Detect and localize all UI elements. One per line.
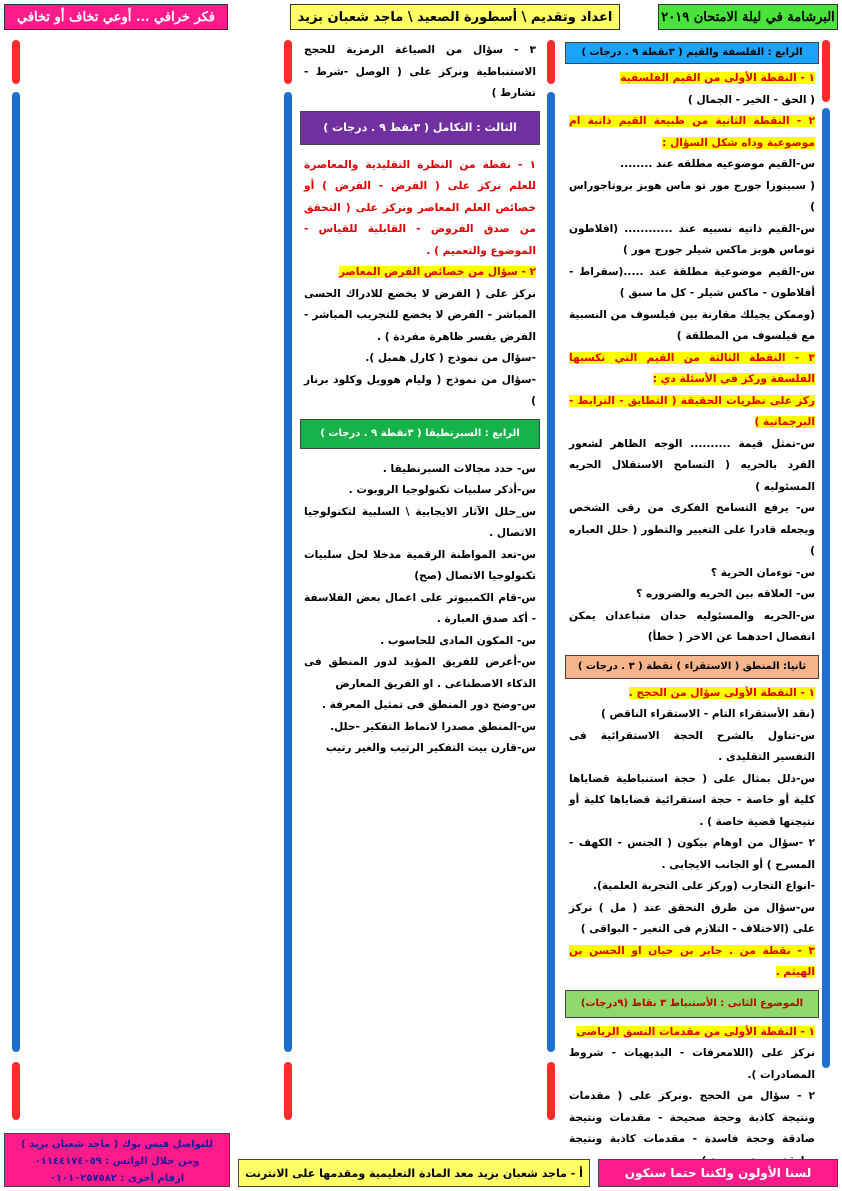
section-header-logic: ثانيا: المنطق ( الاستقراء ) نقطة ( ٣ . درجات ) — [565, 655, 819, 679]
mid-right-rail-top — [547, 40, 555, 84]
philosophy-q1: س-القيم موضوعيه مطلقه عند ........ — [620, 158, 815, 170]
right-rail — [822, 108, 830, 1068]
mid-right-rail-bottom — [547, 1062, 555, 1120]
header-credit: اعداد وتقديم \ أسطورة الصعيد \ ماجد شعبان بزيد — [290, 4, 620, 30]
whewell-bernard-model: -سؤال من نموذج ( وليام هوويل وكلود برنار ) — [304, 373, 536, 407]
contact-other-numbers: ارقام أخرى : ٠١٠١٠٢٥٧٥٨٢ — [49, 1173, 185, 1184]
logic-q3: س-سؤال من طرق التحقق عند ( مل ) نركز على (الاختلاف - التلازم فى التغير - البواقى ) — [569, 901, 815, 935]
left-rail-top — [12, 40, 20, 84]
middle-column — [300, 40, 540, 760]
section-header-philosophy: الرابع : الفلسفة والقيم ( ٣نقطة ٩ . درجات ) — [565, 42, 819, 64]
deduction-point-2: ٢ - سؤال من الحجج .ونركز على ( مقدمات ونتيجة كاذبة وحجة صحيحة - مقدمات ونتيجة صادقة وحجة فاسدة - مقدمات كاذبة ونتيجة — [569, 1090, 815, 1145]
philosophy-point-1: ١ - النقطة الأولى من القيم الفلسفية — [620, 72, 815, 84]
footer-motto: لسنا الأولون ولكننا حتما سنكون — [598, 1159, 838, 1187]
philosophy-q5: س- يرفع التسامح الفكرى من رقى الشخص ويجعله قادرا على التغيير والتطور ( حلل العباره ) — [569, 502, 815, 557]
philosophy-point-2: ٢ - النقطة الثانية من طبيعة القيم ذاتية ام موضوعية وداه شكل السؤال : — [569, 115, 815, 149]
footer-credit: أ - ماجد شعبان بزيد معد المادة التعليمية ومقدمها على الانترنت — [238, 1159, 590, 1187]
header-slogan: فكر خرافي ... أوعي تخاف أو تخافي — [4, 4, 228, 30]
contact-box — [4, 1133, 230, 1187]
logic-point-3: ٣ - نقطة من . جابر بن حيان او الحسن بن الهيثم . — [569, 944, 815, 978]
contact-whatsapp: ومن خلال الواتس : ٠١١٤٤١٧٤٠٥٩ — [34, 1156, 200, 1167]
contact-facebook: للتواصل فيس بوك ( ماجد شعبان بزيد ) — [21, 1139, 213, 1150]
philosophy-truth-theories: ركز على نظريات الحقيقة ( التطابق - الترابط - البرجماتية ) — [569, 394, 815, 428]
logic-q1: س-تناول بالشرح الحجة الاستقرائية فى التفسير التقليدى . — [569, 729, 815, 763]
philosophy-values: ( الحق - الخير - الجمال ) — [687, 93, 815, 106]
mid-right-rail — [547, 92, 555, 1052]
cyber-q10: س-قارن بيت التفكير الرتيب والغير رتيب — [325, 742, 536, 754]
left-rail — [12, 92, 20, 1052]
philosophy-point-3: ٣ - النقطة الثالثة من القيم التي تكسبها الفلسفة وركز في الأسئلة دي : — [569, 351, 815, 385]
philosophy-note: (وممكن يجيلك مقارنة بين فيلسوف من النسبية مع فيلسوف من المطلقة ) — [569, 308, 815, 342]
section-header-deduction: الموضوع الثانى : الأستنباط ٣ نقاط (٩درجات) — [565, 990, 819, 1018]
philosophy-q8: س-الحريه والمسئوليه حدان متباعدان يمكن انفصال احدهما عن الاخر ( خطأ) — [569, 609, 815, 643]
right-column — [565, 42, 819, 1172]
cyber-q4: س-تعد المواطنة الرقمية مدخلا لحل سلبيات تكنولوجيا الاتصال (صح) — [304, 548, 536, 582]
logic-point-1: ١ - النقطة الأولى سؤال من الحجج . — [628, 686, 815, 699]
cyber-q8: س-وضح دور المنطق فى تمثيل المعرفة . — [321, 699, 536, 711]
cyber-q2: س-أذكر سلبيات تكنولوجيا الروبوت . — [348, 484, 536, 496]
right-rail-top — [822, 40, 830, 102]
cyber-q1: س- حدد مجالات السبرنطيقا . — [382, 462, 536, 475]
integration-point-2: ٢ - سؤال من خصائص الفرض المعاصر — [338, 266, 536, 278]
philosophy-q4: س-تمثل قيمة .......... الوجه الظاهر لشعور الفرد بالحريه ( التسامح الاستقلال الحريه المسئوليه ) — [569, 437, 815, 493]
cyber-q7: س-أعرض للفريق المؤيد لدور المنطق فى الذكاء الاصطناعى . او الفريق المعارض — [304, 656, 536, 690]
symbolic-formulation: ٣ - سؤال من الصياغة الرمزية للحجج الاستنباطية ونركز على ( الوصل -شرط - تشارط ) — [304, 44, 536, 99]
deduction-focus: نركز على (اللامعرفات - البديهيات - شروط المصادرات ). — [569, 1047, 815, 1081]
section-header-cybernetics: الرابع : السبرنطيقا ( ٣نقطة ٩ . درجات ) — [300, 419, 540, 449]
philosophy-q2: س-القيم ذاتيه نسبيه عند ............ (افلاطون توماس هوبز ماكس شيلر جورج مور ) — [569, 222, 815, 256]
logic-induction-critique: (نقد الأستقراء التام - الاستقراء الناقص ) — [601, 708, 815, 720]
philosophy-q7: س- العلاقه بين الحريه والضروره ؟ — [636, 588, 815, 600]
philosophy-q1-options: ( سبينوزا جورج مور تو ماس هوبز بروتاجوراس ) — [569, 179, 815, 213]
philosophy-q3: س-القيم موضوعية مطلقة عند .....(سقراط - أفلاطون - ماكس شيلر - كل ما سبق ) — [569, 265, 815, 299]
philosophy-q6: س- توءمان الحرية ؟ — [710, 566, 815, 579]
left-rail-bottom — [12, 1062, 20, 1120]
mid-left-rail-bottom — [284, 1062, 292, 1120]
header-title: البرشامة في ليلة الامتحان ٢٠١٩ — [658, 4, 838, 30]
logic-q2: س-دلل بمثال على ( حجة استنباطية قضاياها كلية أو خاصة - حجة استقرائية قضاياها كلية أو نتيجتها قضية خاصة ) . — [569, 772, 815, 828]
hypothesis-features: نركز على ( الفرض لا يخضع للادراك الحسى المباشر - الفرض لا يخضع للتجريب المباشر - الفرض يفسر ظاهرة مفردة ) . — [304, 287, 536, 343]
section-header-integration: الثالث : التكامل ( ٣نقط ٩ . درجات ) — [300, 111, 540, 145]
hempel-model: -سؤال من نموذج ( كارل همبل ). — [365, 352, 536, 364]
deduction-point-1: ١ - النقطة الأولى من مقدمات النسق الرياضى — [576, 1025, 815, 1038]
cyber-q3: س_حلل الآثار الايجابية \ السلبية لتكنولوجيا الاتصال . — [304, 505, 536, 539]
cyber-q9: س-المنطق مصدرا لانماط التفكير -حلل. — [330, 720, 536, 733]
cyber-q6: س- المكون المادى للحاسوب . — [380, 634, 536, 647]
integration-point-1: ١ - نقطة من النظرة التقليدية والمعاصرة للعلم نركز على ( الفرض - الفرض ) أو خصائص العلم المعاصر ونركز على ( التحقق من صدق الفروض - القابلية للقياس - الموضوع والتعميم ) . — [304, 158, 536, 257]
logic-experiments: -انواع التجارب (وركز على التجربة العلمية). — [593, 880, 815, 892]
mid-left-rail-top — [284, 40, 292, 84]
mid-left-rail — [284, 92, 292, 1052]
cyber-q5: س-قام الكمبيوتر على اعمال بعض الفلاسفة - أكد صدق العبارة . — [304, 591, 536, 625]
logic-point-2: ٢ -سؤال من اوهام بيكون ( الجنس - الكهف - المسرح ) أو الجانب الايجابى . — [569, 837, 815, 871]
